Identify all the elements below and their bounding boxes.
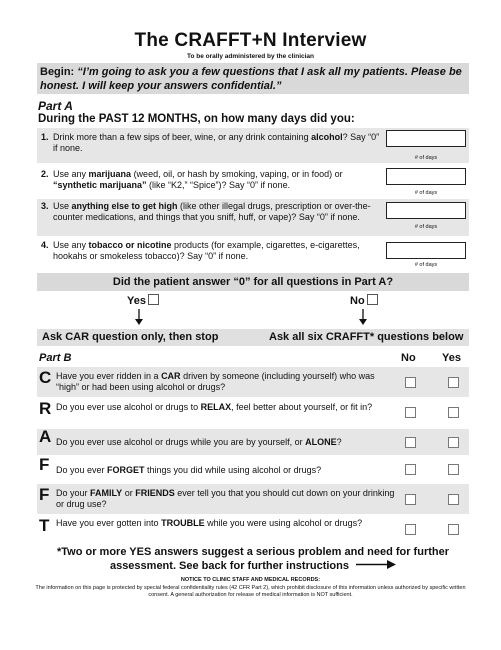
decision-no-checkbox[interactable] — [367, 294, 378, 305]
decision-question: Did the patient answer “0” for all questions in Part A? — [37, 273, 469, 291]
column-no-header: No — [401, 352, 416, 364]
question-text: while you were using alcohol or drugs? — [204, 518, 363, 528]
question-text: ever tell you that you should cut down on your drinking or drug use? — [56, 488, 395, 509]
question-number: 3. — [41, 201, 49, 211]
page-title: The CRAFFT+N Interview — [134, 30, 367, 51]
question-keyword: alcohol — [311, 132, 343, 142]
answer-yes-checkbox[interactable] — [448, 407, 459, 418]
part-a-question-3 — [37, 199, 469, 236]
question-keyword: marijuana — [88, 169, 132, 179]
arrow-down-icon — [358, 309, 368, 325]
part-a-question-1 — [37, 128, 469, 163]
question-text: Do you ever — [56, 465, 108, 475]
question-keyword: tobacco or nicotine — [88, 240, 172, 250]
begin-label: Begin: — [40, 66, 75, 78]
begin-text: “I’m going to ask you a few questions that I ask all my patients. Please be honest. I will keep your answers confidential.” — [40, 66, 462, 92]
no-instruction: Ask all six CRAFFT* questions below — [269, 331, 464, 343]
question-text: Drink more than a few sips of beer, wine, or any drink containing — [53, 132, 312, 142]
notice-title: NOTICE TO CLINIC STAFF AND MEDICAL RECORDS: — [180, 577, 321, 583]
answer-no-checkbox[interactable] — [405, 464, 416, 475]
decision-instructions — [37, 329, 469, 346]
question-text: Have you ever ridden in a — [56, 371, 162, 381]
crafft-letter: A — [39, 427, 52, 446]
part-b-question-forget — [37, 456, 469, 483]
question-text: (weed, oil, or hash by smoking, vaping, or in food) or — [131, 169, 343, 179]
days-label: # of days — [414, 262, 438, 268]
question-keyword: FRIENDS — [135, 488, 175, 498]
answer-yes-checkbox[interactable] — [448, 524, 459, 535]
scoring-note-line-2: assessment. See back for further instructions — [109, 559, 349, 572]
part-b-question-family-friends — [37, 484, 469, 514]
question-text: Do you ever use alcohol or drugs to — [56, 402, 201, 412]
question-text: (like “K2,” “Spice”)? Say “0” if none. — [146, 179, 291, 190]
part-a-question-2 — [37, 165, 469, 197]
answer-yes-checkbox[interactable] — [448, 494, 459, 505]
question-text: or — [122, 488, 136, 498]
question-keyword: anything else to get high — [71, 201, 178, 211]
crafft-letter: R — [39, 399, 52, 418]
yes-instruction: Ask CAR question only, then stop — [42, 331, 219, 343]
question-text: Have you ever gotten into — [56, 518, 162, 528]
days-input-4[interactable] — [386, 242, 466, 259]
notice-body: The information on this page is protected by special federal confidentiality rules (42 CFR Part 2), which prohibit disclosure of this information unless authorized by specific written consent. A general authorization for release of medical information is NOT sufficient. — [35, 585, 466, 598]
question-keyword: “synthetic marijuana” — [53, 179, 147, 190]
answer-yes-checkbox[interactable] — [448, 437, 459, 448]
part-b-question-trouble — [37, 515, 469, 545]
part-b-header — [37, 349, 469, 367]
decision-yes — [127, 294, 159, 307]
decision-no — [350, 294, 378, 307]
question-text: ? — [336, 437, 342, 447]
part-a-question-4 — [37, 238, 469, 270]
arrow-right-icon — [356, 560, 396, 569]
scoring-note — [37, 546, 469, 573]
column-yes-header: Yes — [442, 352, 461, 364]
arrow-down-icon — [134, 309, 144, 325]
answer-no-checkbox[interactable] — [405, 407, 416, 418]
part-a-title: Part A — [38, 99, 73, 113]
answer-yes-checkbox[interactable] — [448, 377, 459, 388]
question-keyword: FAMILY — [90, 488, 123, 498]
days-label: # of days — [414, 190, 438, 196]
part-b-title: Part B — [39, 352, 72, 364]
begin-script — [37, 63, 469, 94]
question-keyword: RELAX — [200, 402, 232, 412]
answer-yes-checkbox[interactable] — [448, 464, 459, 475]
answer-no-checkbox[interactable] — [405, 524, 416, 535]
crafft-letter: F — [39, 485, 50, 504]
answer-no-checkbox[interactable] — [405, 494, 416, 505]
decision-yes-checkbox[interactable] — [148, 294, 159, 305]
question-text: Use — [53, 201, 72, 211]
question-text: Use any — [53, 169, 89, 179]
question-keyword: ALONE — [305, 437, 337, 447]
question-text: things you did while using alcohol or drugs? — [144, 465, 322, 475]
crafft-letter: T — [39, 516, 50, 535]
question-text: , feel better about yourself, or fit in? — [231, 402, 373, 412]
answer-no-checkbox[interactable] — [405, 437, 416, 448]
part-b-question-car — [37, 367, 469, 397]
days-input-3[interactable] — [386, 202, 466, 219]
crafft-letter: F — [39, 455, 50, 474]
question-text: Do your — [56, 488, 91, 498]
days-label: # of days — [414, 155, 438, 161]
part-b-question-alone — [37, 429, 469, 455]
page-subtitle: To be orally administered by the clinician — [186, 53, 315, 60]
question-text: products (for example, cigarettes, e-cigarettes, hookahs or smokeless tobacco)? Say “0” if none. — [53, 240, 360, 261]
question-text: Use any — [53, 240, 89, 250]
question-text: ? Say “0” if none. — [53, 132, 380, 153]
days-label: # of days — [414, 224, 438, 230]
question-keyword: FORGET — [107, 465, 145, 475]
question-number: 2. — [41, 169, 49, 179]
question-keyword: CAR — [161, 371, 181, 381]
question-number: 1. — [41, 132, 49, 142]
crafft-letter: C — [39, 368, 52, 387]
question-keyword: TROUBLE — [161, 518, 205, 528]
question-text: driven by someone (including yourself) who was “high” or had been using alcohol or drugs? — [56, 371, 375, 392]
question-text: (like other illegal drugs, prescription or over-the-counter medications, and things that you sniff, huff, or vape)? Say “0” if none. — [53, 201, 371, 222]
decision-no-label: No — [350, 295, 365, 307]
decision-yes-label: Yes — [127, 295, 146, 307]
scoring-note-line-1: *Two or more YES answers suggest a serious problem and need for further — [56, 546, 450, 558]
days-input-2[interactable] — [386, 168, 466, 185]
part-a-prompt: During the PAST 12 MONTHS, on how many days did you: — [38, 113, 355, 125]
question-text: Do you ever use alcohol or drugs while you are by yourself, or — [56, 437, 306, 447]
answer-no-checkbox[interactable] — [405, 377, 416, 388]
days-input-1[interactable] — [386, 130, 466, 147]
part-b-question-relax — [37, 398, 469, 428]
question-number: 4. — [41, 240, 49, 250]
